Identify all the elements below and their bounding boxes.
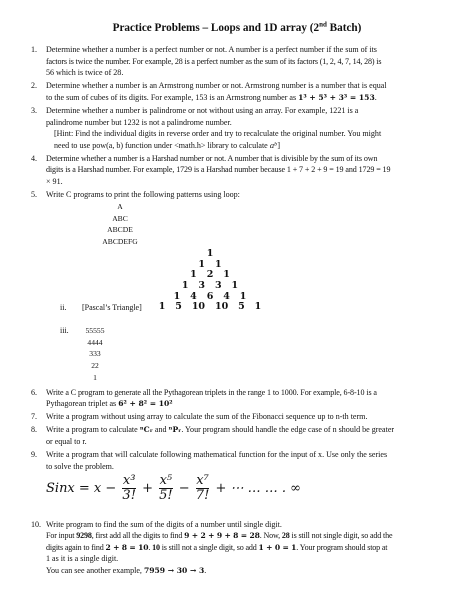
problem-text: × 91. (46, 177, 63, 187)
problem-9 (0, 449, 474, 517)
text-run: digits again to find (46, 542, 106, 552)
problem-text: or equal to r. (46, 437, 87, 446)
problem-number: 1. (31, 45, 38, 54)
fraction (159, 474, 173, 503)
text-run: You can see another example, (46, 565, 144, 575)
operator: − (178, 481, 190, 497)
problem-4 (0, 153, 474, 188)
problem-number: 4. (31, 153, 38, 163)
text-run: , first add all the digits to find (91, 531, 185, 541)
problem-7 (0, 411, 474, 423)
problem-text (46, 92, 448, 104)
problem-2 (0, 80, 474, 103)
denominator: 5! (159, 488, 173, 504)
text-run: Write a program to calculate (46, 425, 140, 435)
text-run: is still not a single digit, so add (159, 542, 259, 552)
problem-text: Determine whether a number is palindrome or not without using an array. For example, 1221 is a (46, 105, 359, 115)
math-expression: 2 + 8 = 10 (105, 542, 149, 552)
text-run: to the sum of cubes of its digits. For example, 153 is an Armstrong number as (46, 92, 299, 102)
fraction (122, 474, 136, 503)
text-run: Pythagorean triplet as (46, 399, 119, 409)
problem-text: Write a C program to generate all the Pythagorean triplets in the range 1 to 1000. For example, 6-8-10 is a (46, 387, 377, 397)
denominator: 3! (122, 488, 136, 504)
problem-number: 8. (31, 425, 38, 435)
problem-6 (0, 387, 474, 410)
text-run: and (152, 425, 169, 435)
problem-5 (0, 189, 474, 385)
problem-text (46, 424, 448, 436)
denominator: 7! (195, 488, 210, 504)
text-run: For input (46, 531, 77, 541)
problem-text: Determine whether a number is a Harshad number or not. A number that is divisible by the sum of its own (46, 153, 378, 163)
pascals-triangle-pattern: 1 1 1 1 2 1 1 3 3 1 1 4 6 4 1 1 5 10 10 5 1 (158, 248, 262, 313)
problem-text: Write C programs to print the following patterns using loop: (46, 190, 240, 200)
pattern-label-ii: ii. (60, 303, 67, 313)
problem-number: 9. (31, 450, 38, 460)
problem-text: Determine whether a number is a perfect number or not. A number is a perfect number if the sum of its (46, 45, 377, 54)
text-run: is still not single digit, so add the (289, 531, 393, 541)
problem-8 (0, 424, 474, 447)
bold-number: 10 (152, 542, 160, 552)
problem-text: 1 as it is a single digit. (46, 554, 119, 564)
hint-text (46, 140, 448, 152)
problem-text (46, 542, 448, 554)
problem-text: Determine whether a number is an Armstrong number or not. Armstrong number is a number that is equal (46, 81, 387, 91)
numerator: x³ (122, 473, 136, 489)
math-expression: aᵇ (269, 140, 278, 150)
problem-text (46, 565, 448, 577)
math-expression: ⁿPᵣ (168, 425, 182, 435)
problem-number: 5. (31, 190, 38, 200)
text-run: . (374, 92, 377, 102)
problem-text: palindrome number but 1232 is not a palindrome number. (46, 117, 232, 127)
alphabet-pattern: A ABC ABCDE ABCDEFG (102, 202, 138, 246)
text-run: . Now, (259, 531, 282, 541)
problem-text (46, 530, 448, 542)
problem-text: Write a program that will calculate following mathematical function for the input of x. Use only the series (46, 450, 388, 460)
math-expression: 1 + 0 = 1 (258, 542, 297, 552)
equation-tail: + ⋯ … … . ∞ (215, 481, 301, 497)
problem-text: Write program to find the sum of the digits of a number until single digit. (46, 519, 282, 529)
bold-number: 28 (281, 531, 290, 541)
hint-text: [Hint: Find the individual digits in reverse order and try to recalculate the original number. You might (54, 129, 382, 139)
problem-text: to solve the problem. (46, 461, 114, 471)
problem-text: digits is a Harshad number. For example, 1729 is a Harshad number because 1 + 7 + 2 + 9 = 19 and 1729 = 19 (46, 165, 391, 175)
number-pattern: 55555 4444 333 22 1 (85, 326, 105, 382)
math-expression: ⁿCᵣ (139, 425, 153, 435)
math-expression: 1³ + 5³ + 3³ = 153 (298, 92, 375, 102)
pascals-triangle-label: [Pascal’s Triangle] (82, 303, 142, 313)
problem-number: 3. (31, 105, 38, 115)
math-expression: 6² + 8² = 10² (118, 399, 173, 409)
problem-text: Write a program without using array to calculate the sum of the Fibonacci sequence up to n-th term. (46, 412, 368, 422)
math-expression: 7959 → 30 → 3 (143, 565, 205, 575)
problem-number: 6. (31, 387, 38, 397)
fraction (196, 474, 210, 503)
math-expression: 9 + 2 + 9 + 8 = 28 (184, 531, 260, 541)
problem-number: 10. (31, 519, 42, 529)
text-run: . Your program should handle the edge case of n should be greater (181, 425, 395, 435)
pattern-label-iii: iii. (60, 326, 69, 336)
sine-series-equation (46, 474, 301, 503)
title-tail: Batch) (326, 22, 362, 34)
problem-list (0, 44, 474, 577)
problem-text: factors is twice the number. For example, 28 is a perfect number as the sum of its factors (1, 2, 4, 7, 14, 28) is (46, 56, 382, 66)
text-run: . (148, 542, 153, 552)
text-run: . (204, 565, 207, 575)
operator: + (142, 481, 153, 497)
title-superscript: nd (319, 20, 327, 29)
bold-number: 9298 (76, 531, 92, 541)
text-run: ] (277, 140, 281, 150)
problem-number: 2. (31, 81, 38, 91)
problem-10 (0, 519, 474, 577)
problem-text: 56 which is twice of 28. (46, 68, 124, 78)
text-run: . Your program should stop at (296, 542, 388, 552)
equation-lhs: Sinx = x − (46, 481, 117, 497)
problem-3 (0, 105, 474, 151)
numerator: x⁷ (196, 473, 209, 489)
problem-number: 7. (31, 412, 38, 422)
numerator: x⁵ (159, 473, 173, 489)
text-run: need to use pow(a, b) function under <math.h> library to calculate (54, 140, 270, 150)
problem-text (46, 398, 448, 410)
title-text: Practice Problems – Loops and 1D array (2 (112, 22, 320, 34)
page-title (0, 22, 474, 34)
problem-1 (0, 44, 474, 79)
